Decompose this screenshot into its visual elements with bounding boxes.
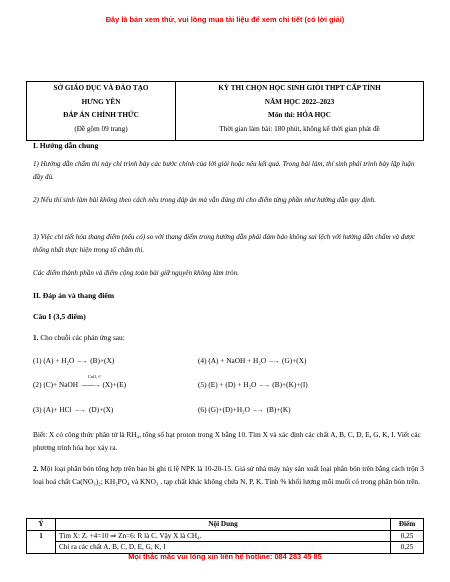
col-content: Nội Dung: [56, 519, 391, 531]
reaction-1-right: (B)+(X): [90, 356, 115, 365]
hotline-banner: Mọi thắc mắc vui lòng xin liên hệ hotline: 084 283 45 85: [128, 552, 322, 561]
answer-table: [26, 518, 424, 554]
province-name: HƯNG YÊN: [81, 97, 121, 106]
col-score: Điểm: [391, 519, 424, 531]
reaction-condition: CaO, t°: [87, 374, 102, 379]
reaction-2-left: (2) (C)+ NaOH: [33, 380, 79, 389]
reaction-4: [198, 356, 306, 365]
table-row: [27, 530, 424, 542]
department-name: SỞ GIÁO DỤC VÀ ĐÀO TẠO: [53, 84, 149, 92]
guide-paragraph-1: 1) Hướng dẫn chấm thi này chỉ trình bày các bước chính của lời giải hoặc nêu kết quả. Trong bài làm, thí sinh phải trình bày lập luận đầy đủ.: [33, 160, 415, 181]
reaction-6: [198, 405, 291, 414]
reaction-5-right: (B)+(K)+(I): [272, 380, 308, 389]
reaction-6-right: (B)+(K): [266, 405, 291, 414]
preview-banner: Đây là bản xem thử, vui lòng mua tài liệu để xem chi tiết (có lời giải): [105, 15, 345, 24]
row-content: Chỉ ra các chất A, B, C, D, E, G, K, I: [56, 542, 391, 554]
answer-table-header: [27, 519, 424, 531]
q1-intro-text: Cho chuỗi các phản ứng sau:: [40, 333, 125, 342]
q1-number: 1.: [33, 333, 39, 342]
q1-intro: [33, 331, 425, 344]
header-left: [27, 82, 176, 141]
reaction-2-arrow: [79, 374, 102, 389]
section-answer-title: II. Đáp án và thang điểm: [33, 291, 115, 300]
reaction-1-left: (1) (A) + H₂O: [33, 356, 75, 365]
section-general-title: I. Hướng dẫn chung: [33, 141, 99, 150]
exam-title: KỲ THI CHỌN HỌC SINH GIỎI THPT CẤP TỈNH: [218, 84, 381, 92]
school-year: NĂM HỌC 2022–2023: [264, 97, 335, 106]
arrow-icon: – →: [73, 406, 88, 414]
guide-paragraph-3: 3) Việc chi tiết hóa thang điểm (nếu có) so với thang điểm trong hướng dẫn phải đảm bảo không sai lệch với hướng dẫn chấm và được thống nhất thực hiện trong tổ chấm thi.: [33, 233, 416, 254]
subject: Môn thi: HÓA HỌC: [268, 111, 331, 119]
reaction-6-left: (6) (G)+(D)+H₂O: [198, 405, 250, 414]
arrow-icon: –––––→: [79, 381, 101, 389]
arrow-icon: – →: [258, 381, 271, 389]
header-right: [176, 82, 424, 141]
guide-paragraph-4: Các điểm thành phần và điểm cộng toàn bài giữ nguyên không làm tròn.: [33, 269, 240, 277]
reaction-3: [33, 405, 113, 414]
q2-statement: [33, 462, 425, 488]
reaction-3-left: (3) (A)+ HCl: [33, 405, 72, 414]
question-title: Câu I (3,5 điểm): [33, 312, 86, 321]
time-limit: Thời gian làm bài: 180 phút, không kể thời gian phát đề: [219, 124, 380, 133]
reaction-2-right: (X)+(E): [102, 380, 127, 389]
reaction-4-right: (G)+(X): [282, 356, 307, 365]
q2-number: 2.: [33, 464, 39, 473]
exam-header: [26, 81, 424, 141]
page-count: (Đề gồm 09 trang): [74, 124, 128, 133]
arrow-icon: – →: [267, 357, 281, 365]
reaction-1: [33, 356, 114, 365]
reaction-5-left: (5) (E) + (D) + H₂O: [198, 380, 257, 389]
row-y: 1: [27, 530, 56, 542]
reaction-3-right: (D)+(X): [88, 405, 114, 414]
guide-paragraph-2: 2) Nếu thí sinh làm bài không theo cách nêu trong đáp án mà vẫn đúng thì cho điểm từng phần như hướng dẫn quy định.: [33, 196, 376, 204]
row-score: 0,25: [391, 542, 424, 554]
arrow-icon: – →: [251, 406, 265, 414]
official-answer-label: ĐÁP ÁN CHÍNH THỨC: [63, 111, 139, 119]
reaction-5: [198, 380, 308, 389]
row-score: 0,25: [391, 530, 424, 542]
q1-statement: Biết: X có công thức phân tử là RH₄, tổng số hạt proton trong X bằng 10. Tìm X và xác định các chất A, B, C, D, E, G, K, I. Viết các phương trình hóa học xảy ra.: [33, 430, 421, 452]
arrow-icon: – →: [76, 357, 89, 365]
col-y: Ý: [27, 519, 56, 531]
q2-text: Một loại phân bón tổng hợp trên bao bì ghi tỉ lệ NPK là 10-20-15. Giả sử nhà máy này sản xuất loại phân bón trên bằng cách trộn 3 loại hoá chất Ca(NO₃)₂; KH₂PO₄ và KNO₃ , tạp chất khác không chứa N, P, K. Tính % khối lượng mỗi muối có trong phân bón trên.: [33, 464, 424, 486]
reaction-2: [33, 374, 127, 389]
reaction-4-left: (4) (A) + NaOH + H₂O: [198, 356, 267, 365]
row-content: Tìm X: Zᵣ +4=10 ⇒ Zn=6: R là C. Vậy X là CH₄.: [56, 530, 391, 542]
